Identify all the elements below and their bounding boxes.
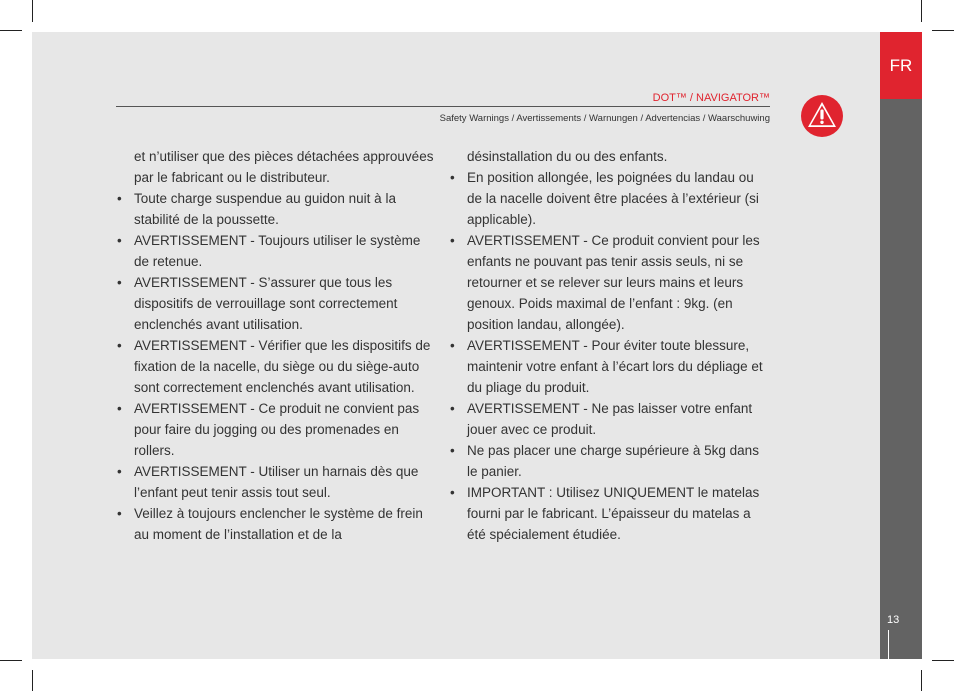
list-item: • AVERTISSEMENT - Vérifier que les dispositifs de fixation de la nacelle, du siège ou du siège-auto sont correctement enclenchés avant utilisation. (116, 335, 436, 398)
list-item: • Veillez à toujours enclencher le système de frein au moment de l’installation et de la (116, 503, 436, 545)
header-divider (116, 106, 770, 107)
left-column (116, 146, 436, 545)
crop-mark (932, 660, 954, 661)
list-item: • AVERTISSEMENT - Pour éviter toute blessure, maintenir votre enfant à l’écart lors du dépliage et du pliage du produit. (449, 335, 771, 398)
continued-text: et n’utiliser que des pièces détachées approuvées par le fabricant ou le distributeur. (134, 149, 434, 185)
list-item: • AVERTISSEMENT - Ne pas laisser votre enfant jouer avec ce produit. (449, 398, 771, 440)
crop-mark (921, 0, 922, 22)
list-item: • AVERTISSEMENT - Toujours utiliser le système de retenue. (116, 230, 436, 272)
page-number: 13 (887, 614, 900, 626)
product-title: DOT™ / NAVIGATOR™ (652, 92, 770, 104)
crop-mark (32, 670, 33, 691)
crop-mark (0, 660, 22, 661)
crop-mark (0, 30, 22, 31)
crop-mark (32, 0, 33, 22)
language-tab: FR (880, 32, 922, 99)
list-item: • AVERTISSEMENT - Ce produit ne convient pas pour faire du jogging ou des promenades en rollers. (116, 398, 436, 461)
warning-list (116, 188, 436, 545)
continued-text: désinstallation du ou des enfants. (467, 149, 668, 164)
right-column (449, 146, 771, 545)
page-number-rule (888, 630, 889, 660)
list-item: • En position allongée, les poignées du landau ou de la nacelle doivent être placées à l’extérieur (si applicable). (449, 167, 771, 230)
list-item: • AVERTISSEMENT - Ce produit convient pour les enfants ne pouvant pas tenir assis seuls, ni se retourner et se relever sur leurs mains et leurs genoux. Poids maximal de l’enfant : 9kg. (en position landau, allongée). (449, 230, 771, 335)
list-item: • Toute charge suspendue au guidon nuit à la stabilité de la poussette. (116, 188, 436, 230)
warning-triangle-icon (801, 95, 843, 137)
page-sidebar (880, 32, 922, 659)
warning-list (449, 167, 771, 545)
list-item: • AVERTISSEMENT - S’assurer que tous les dispositifs de verrouillage sont correctement enclenchés avant utilisation. (116, 272, 436, 335)
crop-mark (932, 30, 954, 31)
crop-mark (921, 670, 922, 691)
list-item: • AVERTISSEMENT - Utiliser un harnais dès que l’enfant peut tenir assis tout seul. (116, 461, 436, 503)
list-item: • IMPORTANT : Utilisez UNIQUEMENT le matelas fourni par le fabricant. L’épaisseur du matelas a été spécialement étudiée. (449, 482, 771, 545)
list-item: • Ne pas placer une charge supérieure à 5kg dans le panier. (449, 440, 771, 482)
section-subtitle: Safety Warnings / Avertissements / Warnungen / Advertencias / Waarschuwing (439, 113, 770, 124)
